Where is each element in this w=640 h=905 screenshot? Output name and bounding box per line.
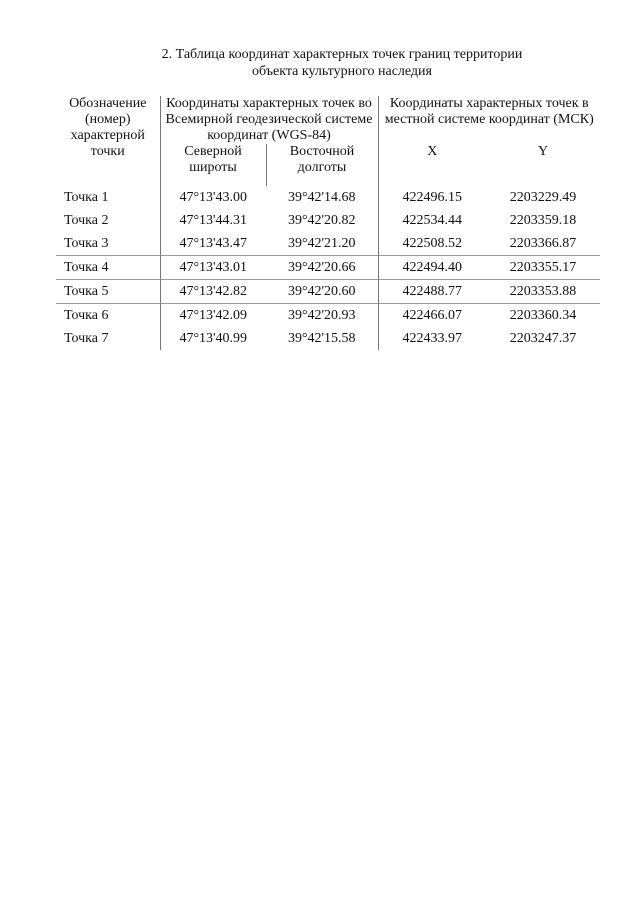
table-row [56,186,600,209]
point-name: Точка 1 [64,189,109,205]
table-row [56,304,600,328]
subheader-latitude: Северной широты [160,144,266,186]
point-longitude: 39°42'15.58 [287,330,356,346]
point-latitude: 47°13'42.82 [160,280,266,304]
point-y: 2203353.88 [486,280,600,304]
table-row [56,232,600,256]
point-y: 2203229.49 [509,189,577,205]
title-line-1: 2. Таблица координат характерных точек границ территории [161,47,523,62]
point-name: Точка 7 [64,330,109,346]
header-point-name: Обозначение (номер) характерной точки [69,96,147,159]
point-latitude: 47°13'43.47 [160,232,266,256]
point-x: 422494.40 [378,256,486,280]
subheader-x: X [378,144,486,186]
point-latitude: 47°13'42.09 [160,304,266,328]
point-x: 422488.77 [378,280,486,304]
subheader-y: Y [537,144,549,159]
header-msk: Координаты характерных точек в местной системе координат (МСК) [378,96,600,144]
point-latitude: 47°13'43.00 [160,186,266,209]
subheader-longitude: Восточной долготы [266,144,378,186]
title-line-2: объекта культурного наследия [252,64,432,79]
table-row [56,327,600,350]
point-x: 422433.97 [378,327,486,350]
point-longitude: 39°42'20.60 [266,280,378,304]
point-longitude: 39°42'20.66 [266,256,378,280]
table-row [56,256,600,280]
point-name: Точка 2 [64,212,109,228]
point-x: 422508.52 [378,232,486,256]
point-longitude: 39°42'20.93 [266,304,378,328]
table-row [56,280,600,304]
point-y: 2203355.17 [486,256,600,280]
point-x: 422534.44 [378,209,486,232]
point-name: Точка 3 [64,235,109,251]
point-longitude: 39°42'21.20 [287,235,356,251]
point-x: 422496.15 [378,186,486,209]
point-latitude: 47°13'43.01 [160,256,266,280]
table-row [56,209,600,232]
table-header-row [56,96,600,144]
point-name: Точка 6 [56,304,160,328]
point-y: 2203360.34 [486,304,600,328]
point-y: 2203247.37 [509,330,577,346]
point-y: 2203366.87 [509,235,577,251]
point-name: Точка 4 [56,256,160,280]
point-y: 2203359.18 [509,212,577,228]
coordinates-table [56,96,600,350]
point-latitude: 47°13'44.31 [160,209,266,232]
point-longitude: 39°42'14.68 [287,189,356,205]
point-latitude: 47°13'40.99 [160,327,266,350]
point-x: 422466.07 [378,304,486,328]
header-wgs84: Координаты характерных точек во Всемирной геодезической системе координат (WGS-84) [160,96,378,144]
document-title [0,46,640,80]
point-longitude: 39°42'20.82 [287,212,356,228]
point-name: Точка 5 [56,280,160,304]
